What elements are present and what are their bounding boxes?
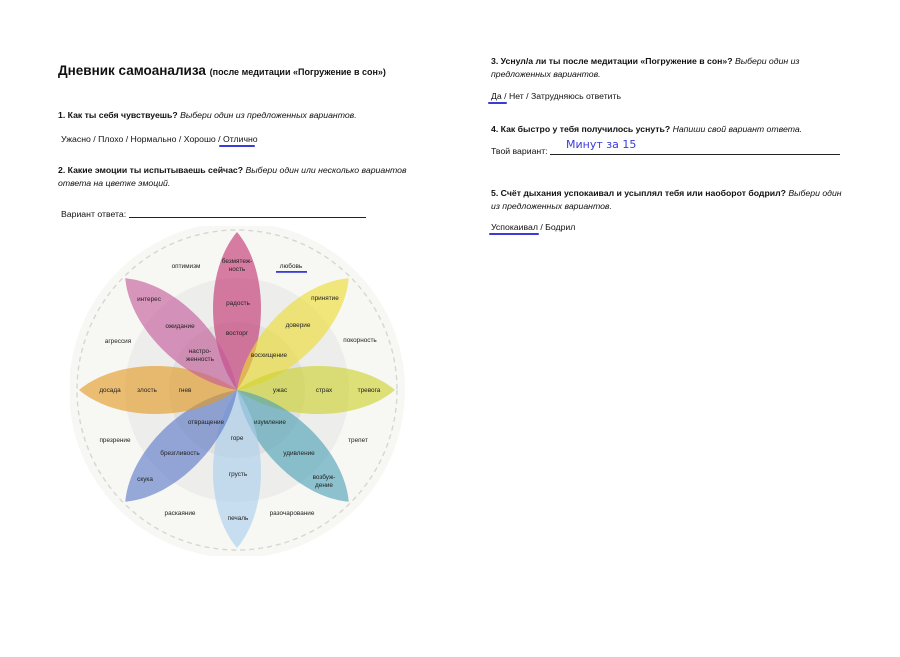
selection-underline-q5 [489, 233, 539, 235]
title-subtitle: (после медитации «Погружение в сон») [209, 67, 386, 77]
wheel-petals [79, 232, 395, 548]
emotion-remorse[interactable]: раскаяние [164, 510, 196, 517]
emotion-amazement[interactable]: изумление [254, 419, 286, 426]
question-5-text: 5. Счёт дыхания успокаивал и усыплял тебя или наоборот бодрил? [491, 188, 786, 198]
question-1-options[interactable]: Ужасно / Плохо / Нормально / Хорошо / Отлично [61, 134, 258, 144]
emotion-serenity-2[interactable]: ность [228, 266, 246, 273]
emotion-joy[interactable]: радость [226, 300, 250, 307]
emotion-terror[interactable]: ужас [272, 387, 288, 394]
question-3-options[interactable]: Да / Нет / Затрудняюсь ответить [491, 91, 622, 101]
question-4-answer-label: Твой вариант: [491, 146, 548, 156]
emotion-love[interactable]: любовь [279, 263, 303, 270]
emotion-submission[interactable]: покорность [343, 337, 377, 344]
selection-underline-q3 [488, 102, 507, 104]
emotion-serenity-1[interactable]: безмятеж- [221, 258, 253, 265]
emotion-grief[interactable]: горе [230, 435, 244, 442]
question-4-text: 4. Как быстро у тебя получилось уснуть? [491, 124, 671, 134]
emotion-vigilance-1[interactable]: настро- [188, 348, 212, 355]
emotion-rage[interactable]: гнев [178, 387, 192, 394]
question-3-hint-2: предложенных вариантов. [491, 68, 601, 79]
emotion-sadness[interactable]: грусть [228, 471, 248, 478]
question-1-hint: Выбери один из предложенных вариантов. [180, 110, 357, 120]
selection-underline-q1 [219, 145, 255, 147]
emotion-fear[interactable]: страх [315, 387, 333, 394]
emotion-contempt[interactable]: презрение [99, 437, 131, 444]
emotion-distraction-2[interactable]: дение [315, 482, 333, 489]
emotion-interest[interactable]: интерес [137, 296, 161, 303]
question-4 [491, 123, 802, 136]
emotion-wheel [70, 226, 410, 556]
emotion-pensiveness[interactable]: печаль [227, 515, 249, 522]
question-5 [491, 187, 846, 212]
emotion-annoyance[interactable]: досада [99, 387, 121, 394]
selection-underline-love [276, 271, 307, 273]
question-5-hint-1: Выбери один [788, 188, 842, 198]
question-2-hint-2: ответа на цветке эмоций. [58, 177, 171, 188]
question-1 [58, 109, 357, 122]
emotion-aggression[interactable]: агрессия [104, 338, 132, 345]
question-2-text: 2. Какие эмоции ты испытываешь сейчас? [58, 165, 244, 175]
emotion-distraction-1[interactable]: возбуж- [312, 474, 336, 481]
emotion-ecstasy[interactable]: восторг [225, 330, 249, 337]
question-2-answer-label: Вариант ответа: [61, 209, 127, 219]
emotion-optimism[interactable]: оптимизм [171, 263, 201, 270]
question-3-hint-1: Выбери один из [734, 56, 800, 66]
emotion-disgust[interactable]: брезгливость [160, 450, 200, 457]
emotion-vigilance-2[interactable]: женность [186, 356, 214, 363]
question-3-text: 3. Уснул/а ли ты после медитации «Погружение в сон»? [491, 56, 733, 66]
emotion-anticipation[interactable]: ожидание [165, 323, 195, 330]
question-4-hint: Напиши свой вариант ответа. [672, 124, 803, 134]
question-5-options[interactable]: Успокаивал / Бодрил [491, 222, 576, 232]
question-3 [491, 55, 831, 80]
title-main: Дневник самоанализа [58, 63, 206, 78]
emotion-boredom[interactable]: скука [137, 476, 153, 483]
question-1-text: 1. Как ты себя чувствуешь? [58, 110, 178, 120]
emotion-loathing[interactable]: отвращение [187, 419, 225, 426]
question-5-hint-2: из предложенных вариантов. [491, 200, 612, 211]
emotion-anger[interactable]: злость [137, 387, 157, 394]
emotion-acceptance[interactable]: принятие [311, 295, 339, 302]
emotion-trust[interactable]: доверие [285, 322, 311, 329]
question-4-handwritten-answer: Минут за 15 [566, 138, 637, 151]
emotion-apprehension[interactable]: тревога [357, 387, 381, 394]
emotion-awe[interactable]: трепет [348, 437, 368, 444]
question-2 [58, 164, 418, 189]
page-title [58, 63, 386, 78]
emotion-disappointment[interactable]: разочарование [269, 510, 315, 517]
question-2-answer-line[interactable] [129, 217, 366, 218]
emotion-surprise[interactable]: удивление [283, 450, 315, 457]
question-4-answer-line[interactable] [550, 154, 840, 155]
emotion-admiration[interactable]: восхищение [250, 352, 288, 359]
question-2-hint-1: Выбери один или несколько вариантов [245, 165, 407, 175]
